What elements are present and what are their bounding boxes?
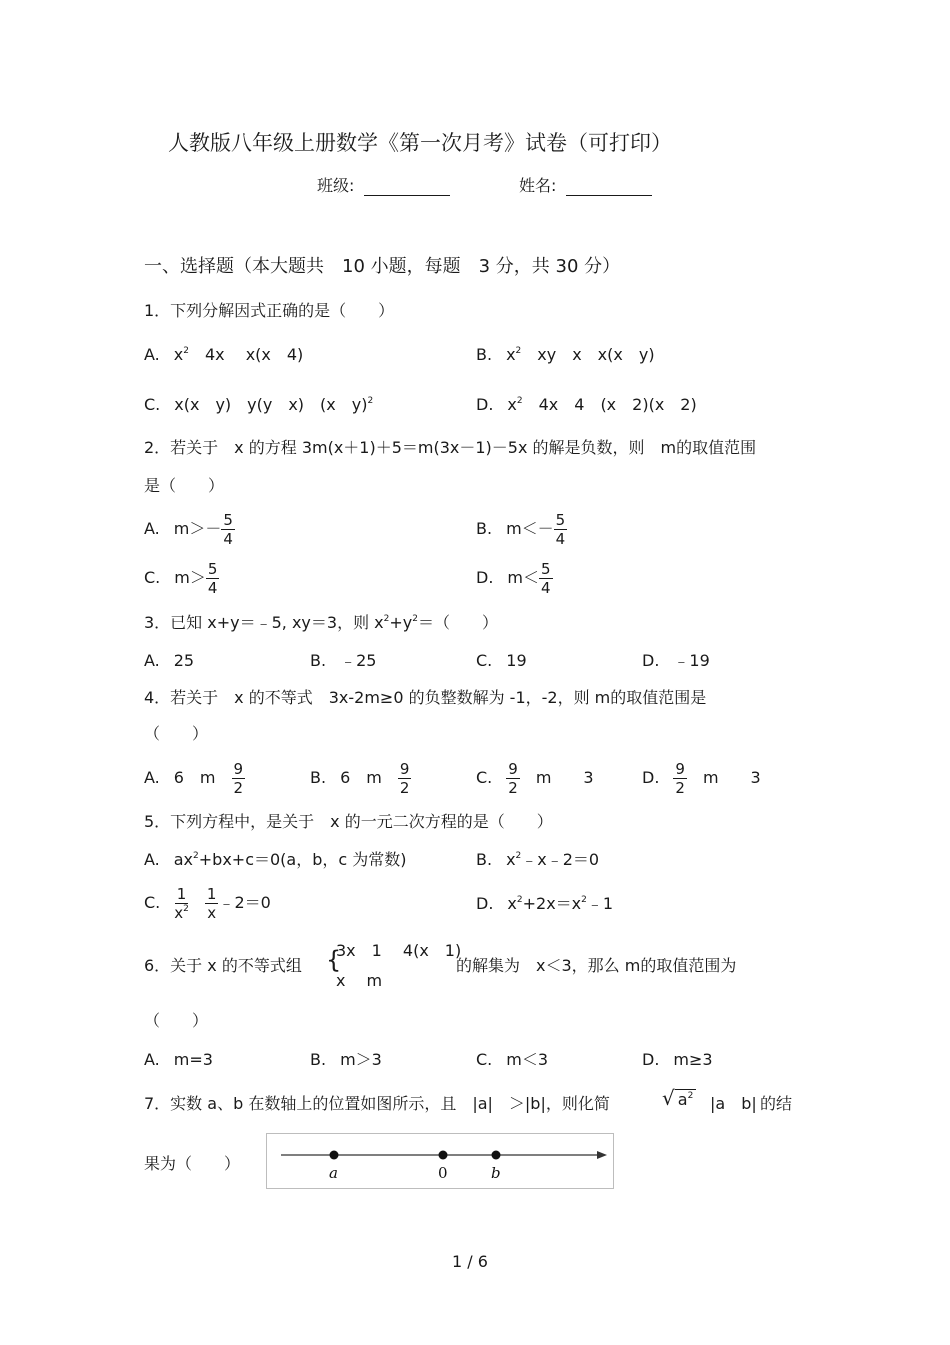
q3-option-c: C. 19 — [476, 651, 527, 670]
q5-option-d: D. $x^2+2x=x^2﹣1$ — [476, 894, 614, 913]
q7-stem-post: 的结 — [760, 1094, 793, 1113]
number-line-figure — [266, 1133, 614, 1189]
q3-option-b: B. ﹣25 — [310, 651, 377, 670]
name-field — [519, 176, 652, 196]
q5-option-b: B. $x^2﹣x﹣2=0$ — [476, 850, 600, 869]
number-line-svg — [267, 1134, 613, 1188]
q4-option-c: C. $\frac{9}{2}$ m 3 — [476, 760, 594, 797]
q7-stem-pre: 7．实数 a、b 在数轴上的位置如图所示，且 |a| ＞|b|，则化简 — [144, 1094, 610, 1113]
q2-option-a: A. m＞－ $\frac{5}{4}$ — [144, 511, 233, 548]
class-field — [317, 176, 450, 196]
class-blank[interactable] — [364, 177, 450, 196]
page-number: 1 / 6 — [452, 1252, 488, 1271]
q4-option-d: D. $\frac{9}{2}$ m 3 — [642, 760, 761, 797]
page-title: 人教版八年级上册数学《第一次月考》试卷（可打印） — [168, 131, 672, 155]
q4-option-a: A. 6 m $\frac{9}{2}$ — [144, 760, 244, 797]
q1-option-a: A. $x^2$ 4x x(x 4) — [144, 345, 304, 364]
q6-option-b: B. m＞3 — [310, 1050, 382, 1069]
q1-stem: 1．下列分解因式正确的是（ ） — [144, 301, 395, 320]
q6-brace: { — [326, 946, 342, 974]
q1-option-b: B. $x^2$ xy x x(x y) — [476, 345, 655, 364]
q5-option-c: C. $\frac{1}{x^2}$ $\frac{1}{x}$ ﹣2＝0 — [144, 885, 271, 922]
q6-stem-pre: 6．关于 x 的不等式组 — [144, 956, 302, 975]
q1-option-d: D. $x^2$ 4x 4 (x 2)(x 2) — [476, 395, 697, 414]
q6-system-row2: x m — [336, 971, 383, 990]
sqrt-icon: √ — [662, 1086, 675, 1110]
q6-option-d: D. m≥3 — [642, 1050, 713, 1069]
point-zero — [439, 1151, 448, 1160]
class-label: 班级: — [317, 176, 355, 195]
q6-stem-post: 的解集为 x＜3，那么 m的取值范围为 — [456, 956, 737, 975]
q2-option-d: D. m＜ $\frac{5}{4}$ — [476, 560, 551, 597]
q3-option-d: D. ﹣19 — [642, 651, 710, 670]
q5-option-a: A. $ax^2+bx+c=0(a$，b，c 为常数) — [144, 850, 407, 869]
q1-option-c: C. x(x y) y(y x) (x y)$^2$ — [144, 395, 374, 414]
point-a — [330, 1151, 339, 1160]
q3-option-a: A. 25 — [144, 651, 195, 670]
q2-stem-line2: 是（ ） — [144, 476, 225, 495]
q2-option-c: C. m＞ $\frac{5}{4}$ — [144, 560, 218, 597]
label-b: b — [491, 1164, 501, 1182]
point-b — [492, 1151, 501, 1160]
q3-stem: 3．已知 x+y＝﹣5, xy＝3，则 $x^2+y^2=$（ ） — [144, 613, 498, 632]
name-label: 姓名: — [519, 176, 557, 195]
label-zero: 0 — [438, 1164, 448, 1182]
q6-stem-line2: （ ） — [144, 1011, 209, 1030]
section-header: 一、选择题（本大题共 10 小题，每题 3 分，共 30 分） — [144, 256, 621, 277]
q4-stem-line2: （ ） — [144, 724, 209, 743]
q7-stem-line2: 果为（ ） — [144, 1154, 241, 1173]
q5-stem: 5．下列方程中，是关于 x 的一元二次方程的是（ ） — [144, 812, 553, 831]
q2-option-b: B. m＜－ $\frac{5}{4}$ — [476, 511, 566, 548]
name-blank[interactable] — [566, 177, 652, 196]
q2-stem-line1: 2．若关于 x 的方程 3m(x＋1)＋5＝m(3x－1)－5x 的解是负数，则 m的取值范围 — [144, 438, 757, 457]
q6-system-row1: 3x 1 4(x 1) — [336, 941, 462, 960]
arrow-right-icon — [597, 1151, 607, 1159]
q7-abs-expr: |a b| — [710, 1094, 757, 1113]
q6-option-c: C. m＜3 — [476, 1050, 549, 1069]
q7-sqrt-expr: √ $a^2$ — [662, 1088, 696, 1110]
q6-option-a: A. m=3 — [144, 1050, 213, 1069]
q4-option-b: B. 6 m $\frac{9}{2}$ — [310, 760, 410, 797]
label-a: a — [329, 1164, 338, 1182]
q4-stem-line1: 4．若关于 x 的不等式 3x-2m≥0 的负整数解为 -1，-2，则 m的取值范围是 — [144, 688, 707, 707]
